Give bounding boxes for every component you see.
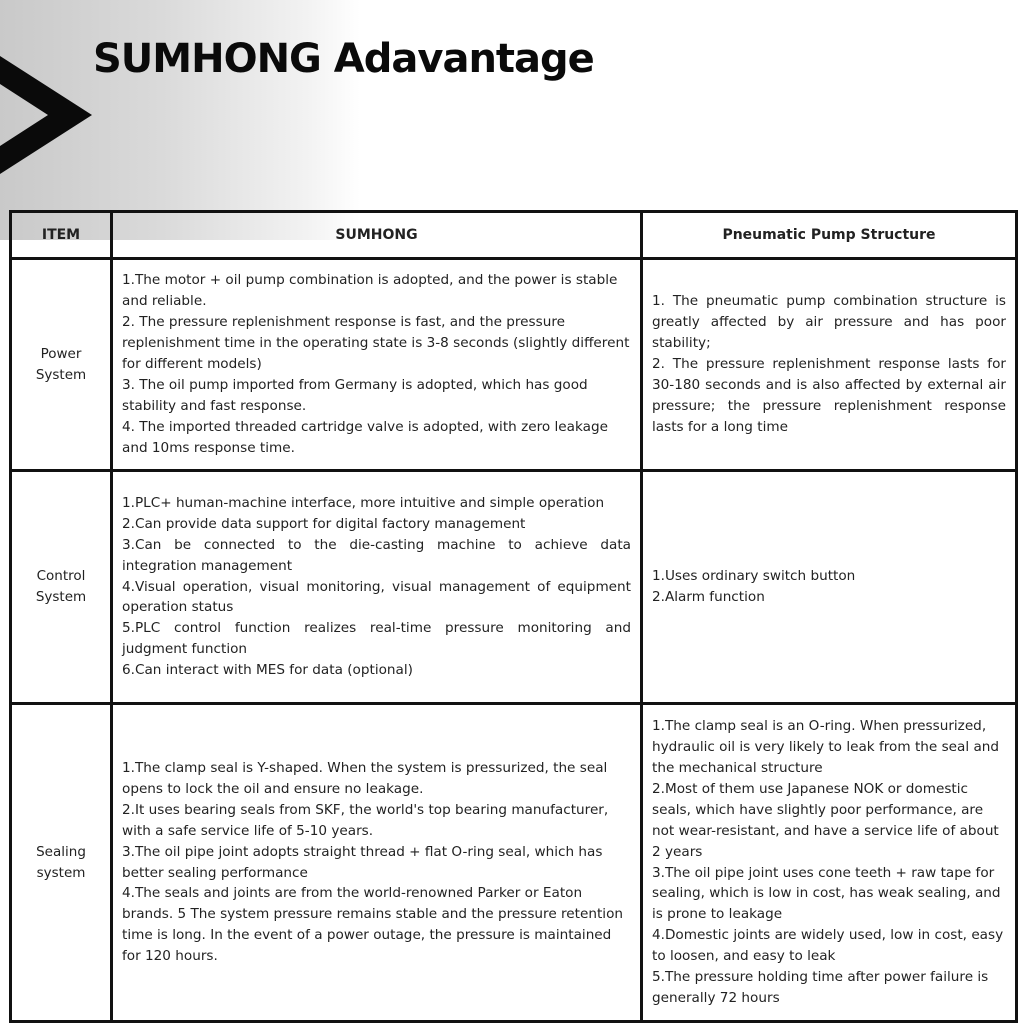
- row-label-line: system: [36, 864, 86, 881]
- cell-point: 3.The oil pipe joint uses cone teeth + raw tape for sealing, which is low in cost, has weak sealing, and is prone to leakage: [652, 864, 1001, 923]
- row-label-line: Power: [40, 345, 82, 362]
- cell-point: 4.Visual operation, visual monitoring, visual management of equipment operation status: [122, 578, 631, 616]
- row-label-line: System: [35, 366, 87, 383]
- table-header-row: [11, 212, 1017, 259]
- table-row-control-system: [11, 471, 1017, 704]
- row-label-line: System: [35, 589, 87, 605]
- cell-point: 1. The pneumatic pump combination structure is greatly affected by air pressure and has poor stability;: [652, 293, 1006, 352]
- cell-point: 5.PLC control function realizes real-time pressure monitoring and judgment function: [122, 620, 631, 658]
- cell-point: 1.The motor + oil pump combination is adopted, and the power is stable and reliable.: [122, 272, 618, 310]
- cell-point: 5.The pressure holding time after power failure is generally 72 hours: [652, 969, 989, 1006]
- cell-point: 6.Can interact with MES for data (optional): [122, 662, 413, 679]
- column-header-item: ITEM: [11, 212, 112, 259]
- cell-point: 2. The pressure replenishment response is fast, and the pressure replenishment time in the operating state is 3-8 seconds (slightly different for different models): [122, 314, 630, 373]
- column-header-sumhong: SUMHONG: [112, 212, 642, 259]
- cell-point: 2.Most of them use Japanese NOK or domestic seals, which have slightly poor performance, are not wear-resistant, and have a service life of about 2 years: [652, 780, 999, 860]
- row-label-control-system: [11, 471, 112, 704]
- cell-point: 2.Alarm function: [652, 589, 765, 605]
- cell-point: 4.The seals and joints are from the world-renowned Parker or Eaton brands. 5 The system pressure remains stable and the pressure retention time is long. In the event of a power outage, the pressure is maintained for 120 hours.: [122, 885, 624, 965]
- comparison-table: [9, 210, 1018, 1023]
- row-label-power-system: [11, 259, 112, 471]
- cell-point: 4.Domestic joints are widely used, low in cost, easy to loosen, and easy to leak: [652, 927, 1004, 965]
- chevron-right-icon: [0, 56, 96, 174]
- cell-point: 2.Can provide data support for digital factory management: [122, 515, 526, 532]
- sumhong-sealing-cell: [112, 704, 642, 1022]
- cell-point: 1.PLC+ human-machine interface, more intuitive and simple operation: [122, 494, 605, 511]
- cell-point: 3.Can be connected to the die-casting machine to achieve data integration management: [122, 536, 631, 574]
- cell-point: 2.It uses bearing seals from SKF, the world's top bearing manufacturer, with a safe service life of 5-10 years.: [122, 801, 609, 839]
- pneumatic-power-cell: [642, 259, 1017, 471]
- page-title: SUMHONG Adavantage: [93, 36, 594, 82]
- pneumatic-control-cell: [642, 471, 1017, 704]
- sumhong-power-cell: [112, 259, 642, 471]
- cell-point: 2. The pressure replenishment response lasts for 30-180 seconds and is also affected by external air pressure; the pressure replenishment response lasts for a long time: [652, 356, 1006, 435]
- cell-point: 4. The imported threaded cartridge valve is adopted, with zero leakage and 10ms response time.: [122, 418, 608, 456]
- pneumatic-sealing-cell: [642, 704, 1017, 1022]
- row-label-line: Sealing: [36, 843, 86, 860]
- row-label-line: Control: [36, 568, 86, 584]
- table-row-sealing-system: [11, 704, 1017, 1022]
- cell-point: 3. The oil pump imported from Germany is adopted, which has good stability and fast response.: [122, 376, 588, 414]
- column-header-pneumatic: Pneumatic Pump Structure: [642, 212, 1017, 259]
- table-row-power-system: [11, 259, 1017, 471]
- cell-point: 3.The oil pipe joint adopts straight thread + flat O-ring seal, which has better sealing performance: [122, 843, 603, 881]
- sumhong-control-cell: [112, 471, 642, 704]
- cell-point: 1.The clamp seal is Y-shaped. When the system is pressurized, the seal opens to lock the oil and ensure no leakage.: [122, 759, 608, 797]
- cell-point: 1.The clamp seal is an O-ring. When pressurized, hydraulic oil is very likely to leak from the seal and the mechanical structure: [652, 718, 1000, 776]
- cell-point: 1.Uses ordinary switch button: [652, 568, 856, 585]
- row-label-sealing-system: [11, 704, 112, 1022]
